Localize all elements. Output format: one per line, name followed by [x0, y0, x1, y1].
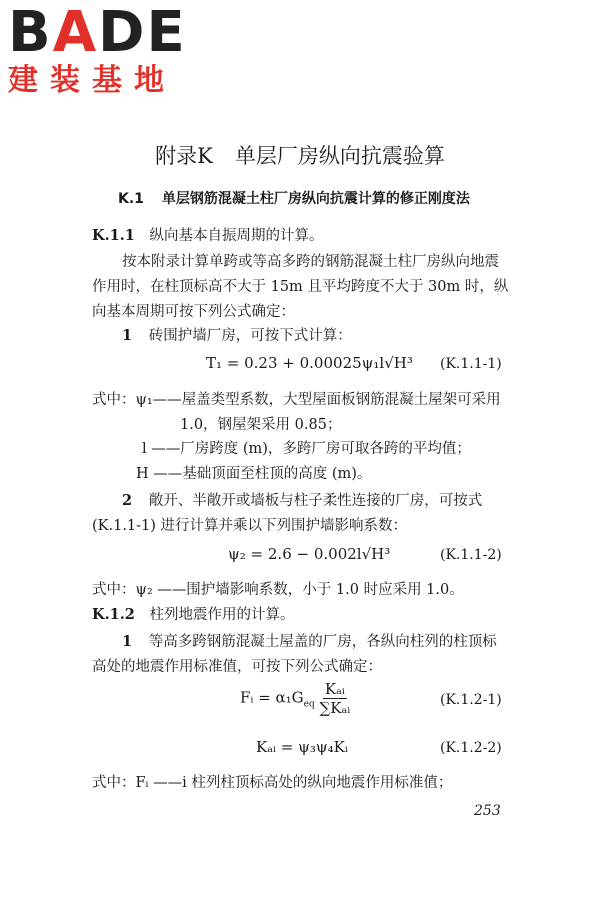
equation: T₁ = 0.23 + 0.00025ψ₁l√H³ [206, 354, 413, 372]
equation: ψ₂ = 2.6 − 0.002l√H³ [228, 545, 391, 563]
equation-fraction [320, 680, 351, 717]
paragraph-line: 向基本周期可按下列公式确定： [92, 304, 295, 320]
equation: Kₐᵢ = ψ₃ψ₄Kᵢ [256, 738, 348, 756]
appendix-name: 单层厂房纵向抗震验算 [234, 144, 445, 168]
list-item [122, 630, 497, 651]
logo-subtitle: 建装基地 [8, 63, 176, 98]
section-number: K.1 [118, 191, 144, 207]
clause-heading: 柱列地震作用的计算。 [149, 607, 295, 623]
equation-label: (K.1.2-2) [440, 740, 502, 756]
equation-label: (K.1.1-1) [440, 356, 502, 372]
definition-line: 1.0，钢屋架采用 0.85； [180, 417, 342, 433]
paragraph-line: 按本附录计算单跨或等高多跨的钢筋混凝土柱厂房纵向地震 [122, 254, 499, 270]
definition-line: l ——厂房跨度 (m)，多跨厂房可取各跨的平均值； [142, 441, 471, 457]
clause-k11 [92, 224, 324, 245]
definition-line: 式中：Fᵢ ——i 柱列柱顶标高处的纵向地震作用标准值； [92, 775, 453, 791]
logo-wordmark: BADE [8, 0, 187, 65]
clause-heading: 纵向基本自振周期的计算。 [149, 228, 324, 244]
item-number: 1 [122, 633, 133, 650]
clause-number: K.1.2 [92, 606, 135, 623]
paragraph-line: 高处的地震作用标准值，可按下列公式确定： [92, 659, 382, 675]
list-item [122, 324, 352, 345]
section-name: 单层钢筋混凝土柱厂房纵向抗震计算的修正刚度法 [161, 191, 470, 207]
list-item [122, 489, 482, 510]
definition-text: 屋盖类型系数，大型屋面板钢筋混凝土屋架可采用 [181, 392, 501, 408]
brand-logo [8, 0, 187, 98]
section-heading [118, 188, 470, 208]
paragraph-line: 作用时，在柱顶标高不大于 15m 且平均跨度不大于 30m 时，纵 [92, 279, 509, 295]
item-number: 2 [122, 492, 133, 509]
item-number: 1 [122, 327, 133, 344]
definition-line: 式中：ψ₂ ——围护墙影响系数，小于 1.0 时应采用 1.0。 [92, 582, 464, 598]
clause-number: K.1.1 [92, 227, 135, 244]
equation-label: (K.1.1-2) [440, 547, 502, 563]
equation-subscript: eq [303, 699, 315, 710]
definition-prefix: 式中：ψ₁—— [92, 392, 182, 408]
item-text: 敞开、半敞开或墙板与柱子柔性连接的厂房，可按式 [148, 493, 483, 509]
equation-lhs: Fᵢ = α₁G [240, 688, 304, 707]
clause-k12 [92, 603, 295, 624]
paragraph-line: (K.1.1-1) 进行计算并乘以下列围护墙影响系数： [92, 518, 408, 534]
page-number: 253 [474, 803, 501, 819]
item-text: 砖围护墙厂房，可按下式计算： [148, 328, 352, 344]
definition-line: H ——基础顶面至柱顶的高度 (m)。 [136, 466, 372, 482]
equation [240, 680, 350, 717]
appendix-label: 附录K [155, 144, 213, 168]
equation-label: (K.1.2-1) [440, 692, 502, 708]
fraction-denominator: ∑Kₐᵢ [319, 699, 351, 717]
fraction-numerator: Kₐᵢ [324, 680, 345, 698]
appendix-title [0, 140, 600, 170]
item-text: 等高多跨钢筋混凝土屋盖的厂房，各纵向柱列的柱顶标 [148, 634, 497, 650]
definition-line [92, 388, 501, 409]
